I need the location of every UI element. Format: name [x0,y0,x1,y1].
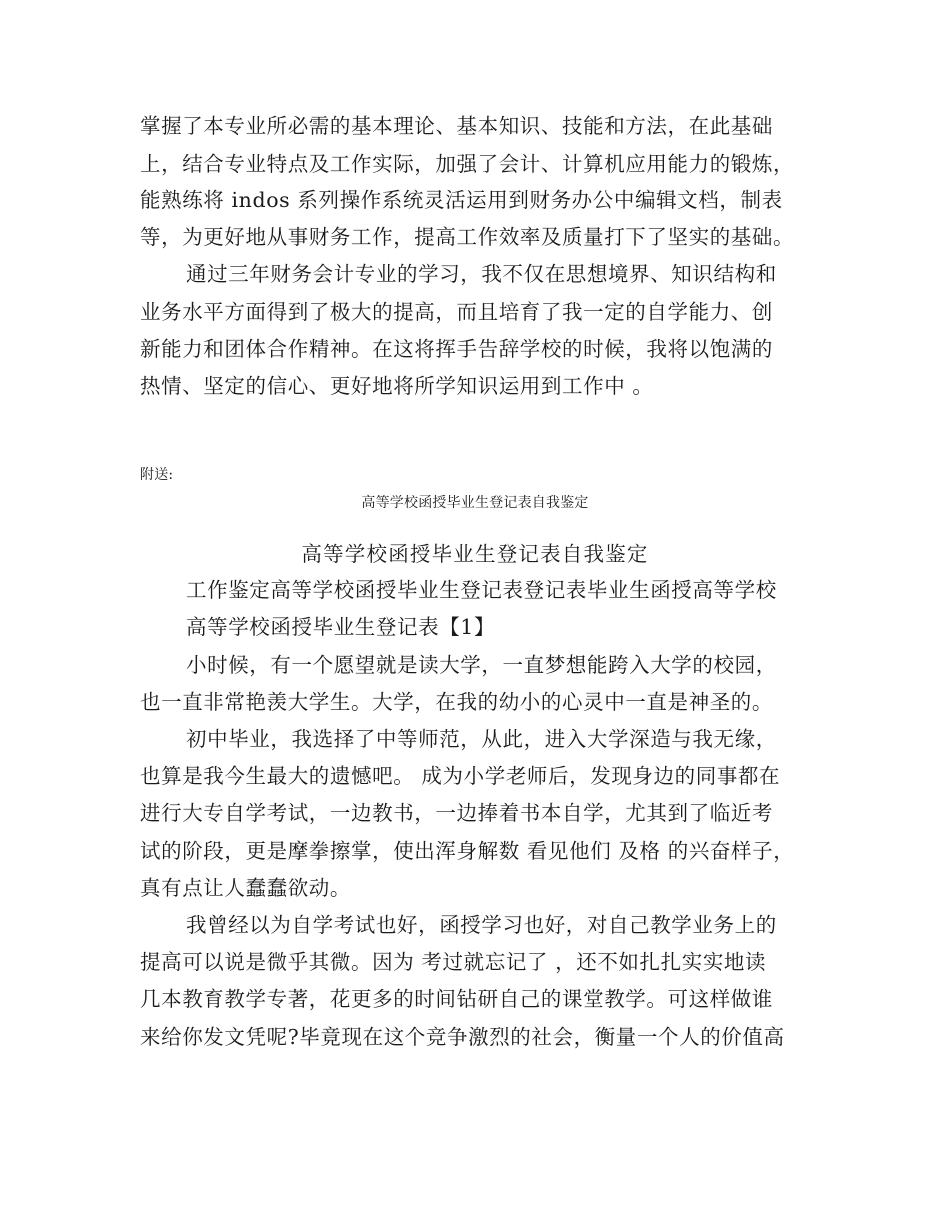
paragraph-line: 来给你发文凭呢?毕竟现在这个竞争激烈的社会，衡量一个人的价值高 [140,1025,785,1049]
appendix-label: 附送: [140,467,174,483]
paragraph-line: 上，结合专业特点及工作实际，加强了会计、计算机应用能力的锻炼， [140,152,795,176]
paragraph-line: 也一直非常艳羡大学生。大学，在我的幼小的心灵中一直是神圣的。 [140,690,773,714]
subheading: 高等学校函授毕业生登记表【1】 [186,615,496,639]
paragraph-line: 几本教育教学专著，花更多的时间钻研自己的课堂教学。可这样做谁 [140,987,773,1011]
paragraph-line: 也算是我今生最大的遗憾吧。 成为小学老师后，发现身边的同事都在 [140,764,781,788]
paragraph-line: 小时候，有一个愿望就是读大学，一直梦想能跨入大学的校园， [186,653,777,677]
paragraph-line: 新能力和团体合作精神。在这将挥手告辞学校的时候，我将以饱满的 [140,337,773,361]
paragraph-line: 提高可以说是微乎其微。因为 考过就忘记了 ，还不如扎扎实实地读 [140,950,767,974]
paragraph-line: 通过三年财务会计专业的学习，我不仅在思想境界、知识结构和 [186,262,777,286]
paragraph-line: 我曾经以为自学考试也好，函授学习也好，对自己教学业务上的 [186,913,777,937]
paragraph-line: 进行大专自学考试，一边教书，一边捧着书本自学，尤其到了临近考 [140,801,773,825]
paragraph-line: 业务水平方面得到了极大的提高，而且培育了我一定的自学能力、创 [140,300,773,324]
paragraph-line: 初中毕业，我选择了中等师范，从此，进入大学深造与我无缘， [186,727,777,751]
paragraph-line: 掌握了本专业所必需的基本理论、基本知识、技能和方法，在此基础 [140,114,773,138]
paragraph-line: 真有点让人蠢蠢欲动。 [140,876,351,900]
paragraph-line: 热情、坚定的信心、更好地将所学知识运用到工作中 。 [140,374,654,398]
document-title: 高等学校函授毕业生登记表自我鉴定 [301,542,649,566]
paragraph-line: 能熟练将 indos 系列操作系统灵活运用到财务办公中编辑文档，制表 [140,188,783,212]
keywords-line: 工作鉴定高等学校函授毕业生登记表登记表毕业生函授高等学校 [186,578,777,602]
paragraph-line: 等，为更好地从事财务工作，提高工作效率及质量打下了坚实的基础。 [140,225,795,249]
paragraph-line: 试的阶段，更是摩拳擦掌，使出浑身解数 看见他们 及格 的兴奋样子， [140,839,795,863]
appendix-small-title: 高等学校函授毕业生登记表自我鉴定 [361,495,589,511]
